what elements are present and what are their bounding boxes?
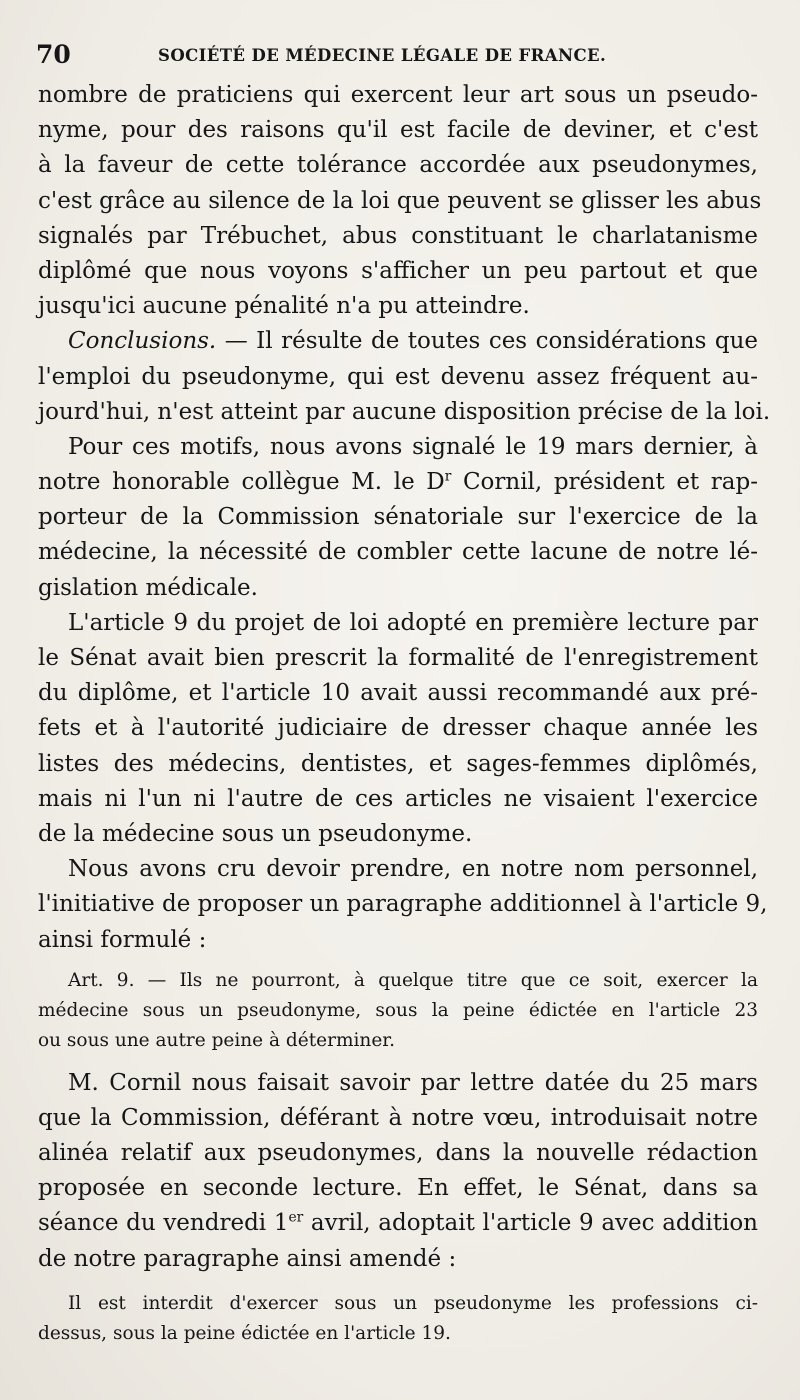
text-line: que la Commission, déférant à notre vœu, introduisait notre xyxy=(38,1104,758,1131)
text-line: jourd'hui, n'est atteint par aucune disposition précise de la loi. xyxy=(38,398,771,425)
text-line: à la faveur de cette tolérance accordée aux pseudonymes, xyxy=(38,152,758,179)
text-line: porteur de la Commission sénatoriale sur l'exercice de la xyxy=(38,504,758,531)
text-line: nyme, pour des raisons qu'il est facile de deviner, et c'est xyxy=(38,117,758,144)
quoted-article xyxy=(38,966,758,1056)
text-line: du diplôme, et l'article 10 avait aussi recommandé aux pré- xyxy=(38,680,758,707)
text-line: fets et à l'autorité judiciaire de dresser chaque année les xyxy=(38,715,758,742)
text-line: listes des médecins, dentistes, et sages-femmes diplômés, xyxy=(38,750,758,777)
text-line: de notre paragraphe ainsi amendé : xyxy=(38,1245,457,1272)
text-line: gislation médicale. xyxy=(38,574,258,601)
quoted-amendment xyxy=(38,1289,758,1349)
text-line: c'est grâce au silence de la loi que peuvent se glisser les abus xyxy=(38,187,762,214)
text-line: L'article 9 du projet de loi adopté en première lecture par xyxy=(68,609,758,636)
text-line: médecine, la nécessité de combler cette lacune de notre lé- xyxy=(38,539,758,566)
quote-line: dessus, sous la peine édictée en l'article 19. xyxy=(38,1322,451,1344)
text-line: de la médecine sous un pseudonyme. xyxy=(38,820,473,847)
text-line: Pour ces motifs, nous avons signalé le 19 mars dernier, à xyxy=(68,433,758,460)
text-line: mais ni l'un ni l'autre de ces articles ne visaient l'exercice xyxy=(38,785,758,812)
page-header xyxy=(36,40,776,70)
text-line: l'emploi du pseudonyme, qui est devenu assez fréquent au- xyxy=(38,363,758,390)
quote-line: Art. 9. — Ils ne pourront, à quelque titre que ce soit, exercer la xyxy=(68,969,758,991)
line-segment: Cornil, président et rap- xyxy=(451,469,758,496)
conclusions-label: Conclusions. xyxy=(68,328,217,355)
text-line: jusqu'ici aucune pénalité n'a pu atteindre. xyxy=(38,293,530,320)
body-text xyxy=(38,78,771,1349)
running-head: SOCIÉTÉ DE MÉDECINE LÉGALE DE FRANCE. xyxy=(158,46,607,65)
text-line: M. Cornil nous faisait savoir par lettre datée du 25 mars xyxy=(68,1069,758,1096)
quote-line: ou sous une autre peine à déterminer. xyxy=(38,1029,395,1051)
conclusions-line xyxy=(38,324,758,359)
text-line: signalés par Trébuchet, abus constituant le charlatanisme xyxy=(38,222,758,249)
text-line: proposée en seconde lecture. En effet, le Sénat, dans sa xyxy=(38,1175,758,1202)
line-segment: notre honorable collègue M. le D xyxy=(38,469,445,496)
superscript: er xyxy=(288,1209,304,1226)
text-line: alinéa relatif aux pseudonymes, dans la nouvelle rédaction xyxy=(38,1140,758,1167)
text-line: diplômé que nous voyons s'afficher un peu partout et que xyxy=(38,257,758,284)
text-line: Nous avons cru devoir prendre, en notre nom personnel, xyxy=(68,856,758,883)
page-number: 70 xyxy=(36,40,71,69)
line-segment: séance du vendredi 1 xyxy=(38,1210,289,1237)
conclusions-text: — Il résulte de toutes ces considérations que xyxy=(224,328,758,355)
superscript: r xyxy=(444,468,452,485)
text-line: nombre de praticiens qui exercent leur art sous un pseudo- xyxy=(38,82,758,108)
quote-line: médecine sous un pseudonyme, sous la peine édictée en l'article 23 xyxy=(38,999,758,1021)
text-line: l'initiative de proposer un paragraphe additionnel à l'article 9, xyxy=(38,891,768,918)
text-line: ainsi formulé : xyxy=(38,926,207,953)
text-line-with-superscript xyxy=(38,465,758,500)
line-segment: avril, adoptait l'article 9 avec addition xyxy=(303,1210,758,1237)
text-line-with-superscript xyxy=(38,1206,758,1241)
text-line: le Sénat avait bien prescrit la formalité de l'enregistrement xyxy=(38,645,758,671)
quote-line: Il est interdit d'exercer sous un pseudonyme les professions ci- xyxy=(68,1292,758,1314)
